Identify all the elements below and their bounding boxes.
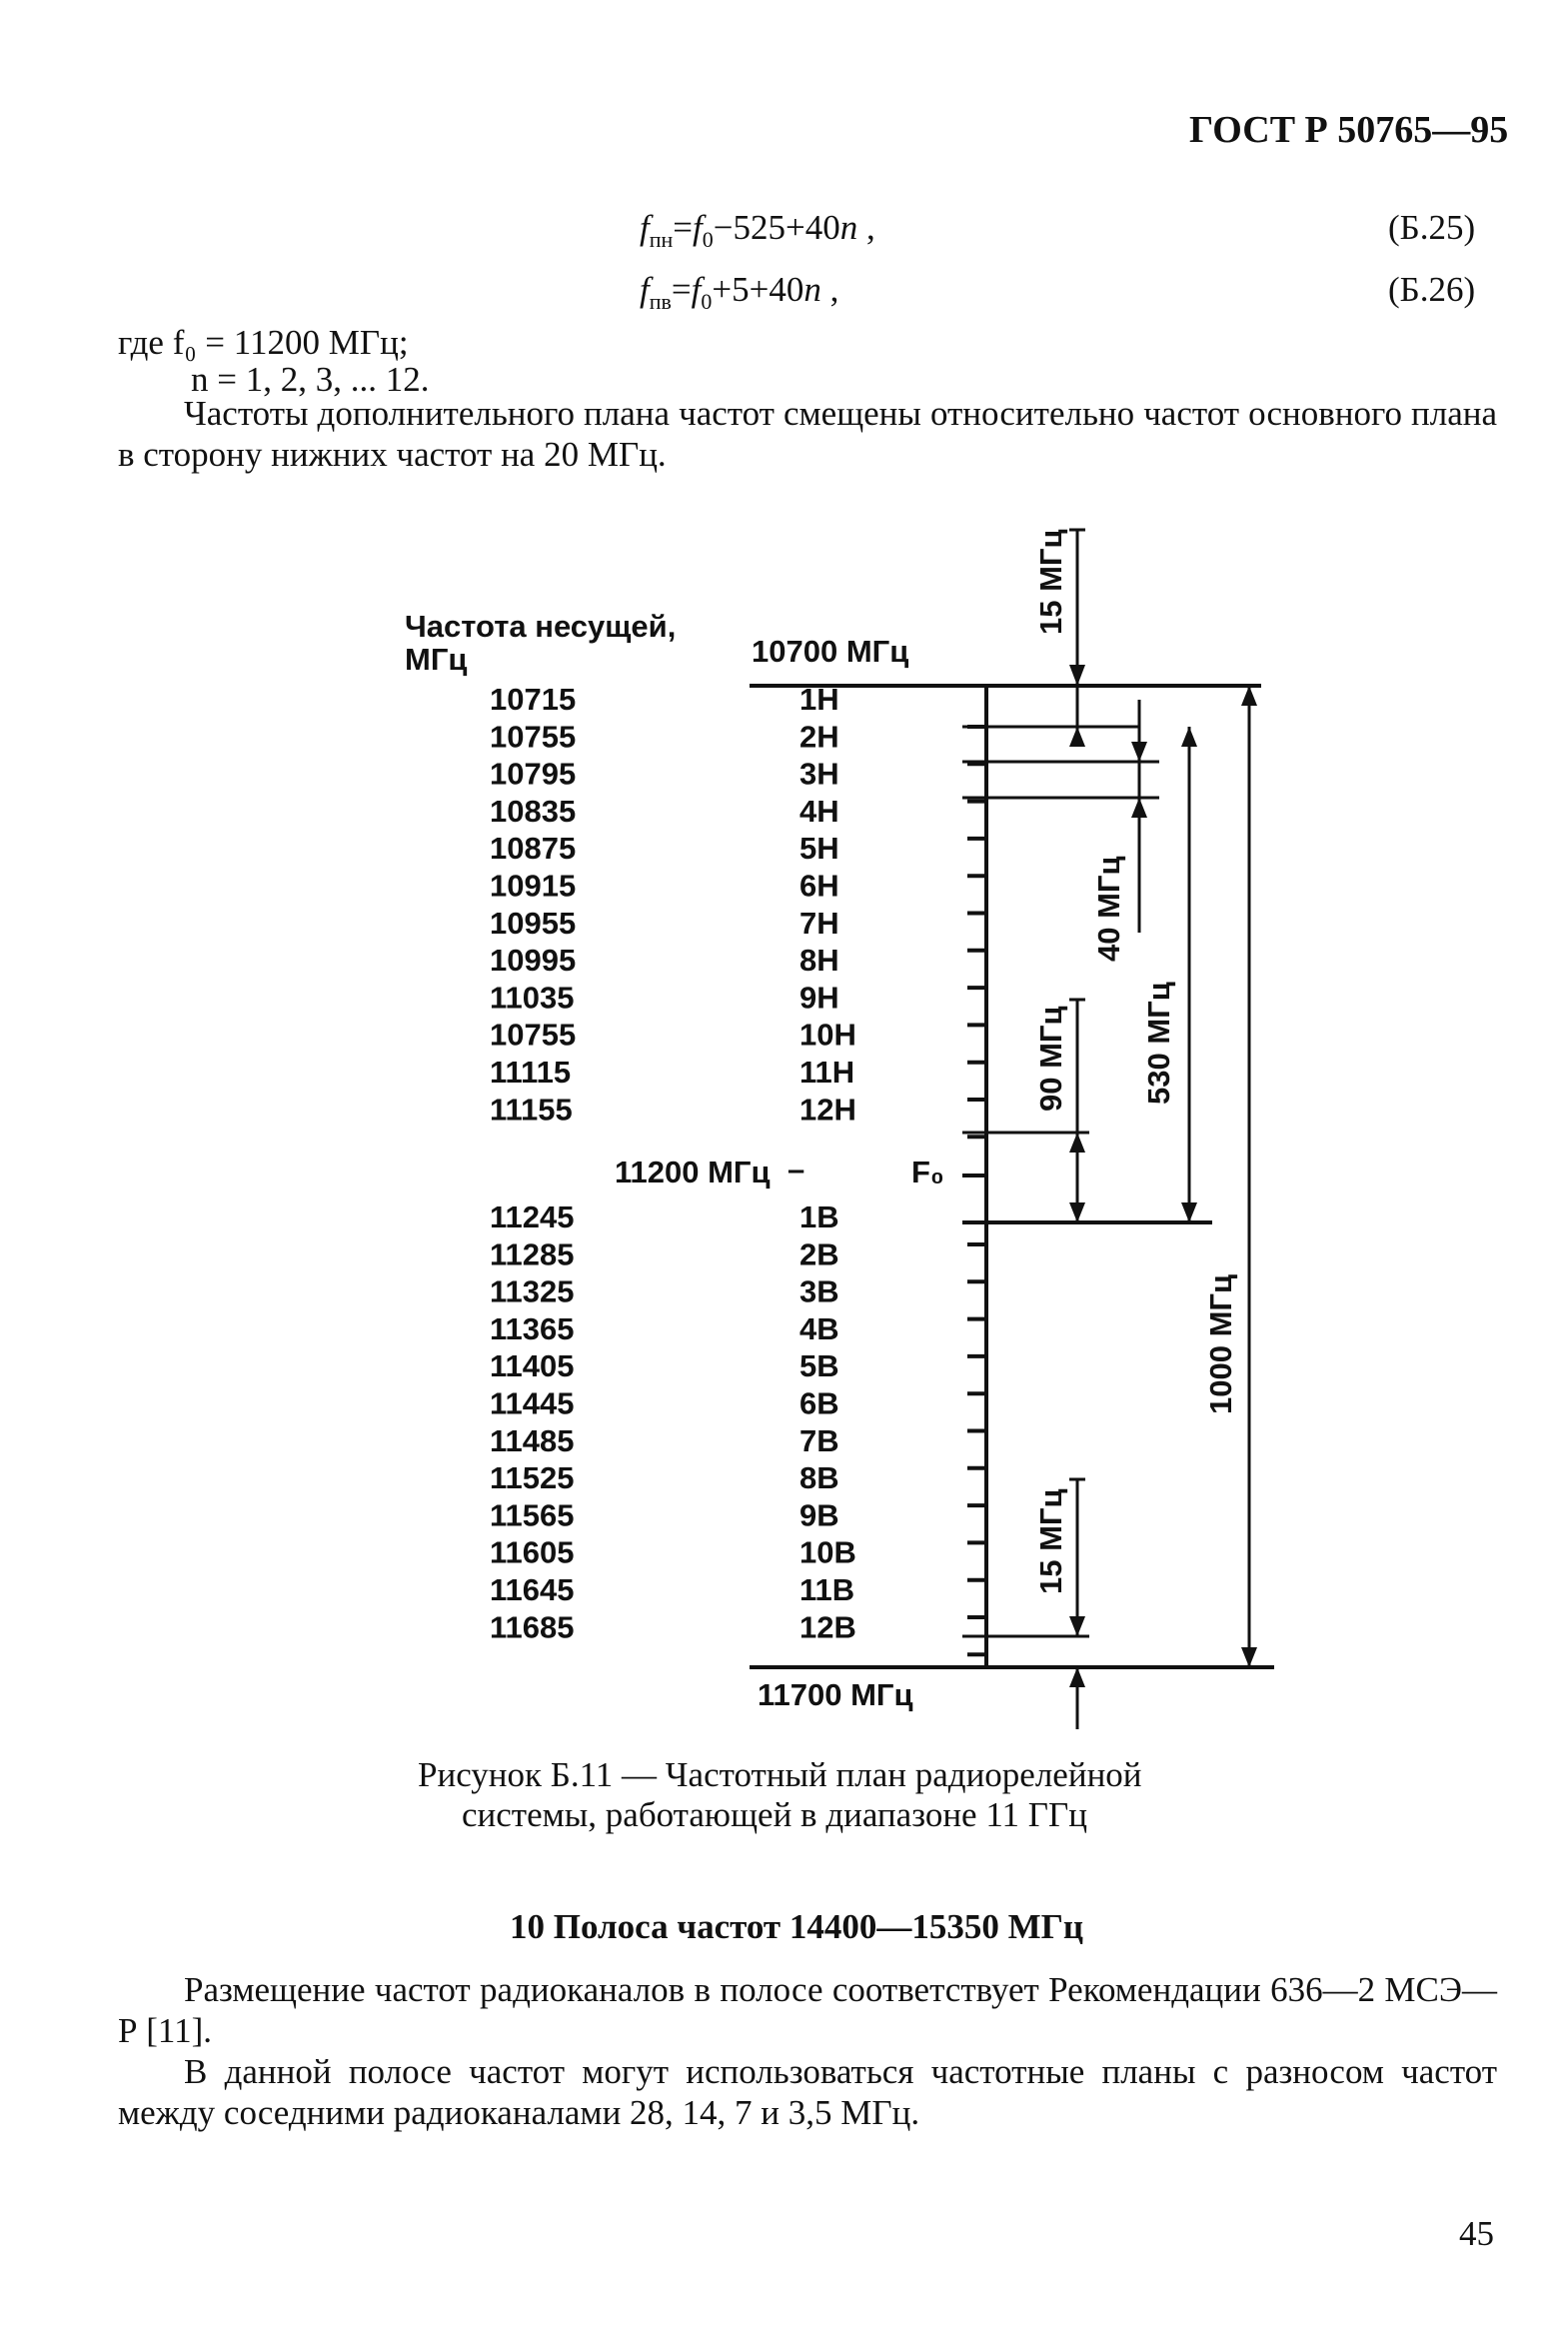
lower-frequency-4: 10835 (490, 793, 577, 829)
upper-channel-7: 7В (799, 1422, 839, 1458)
figure-caption-line-2: системы, работающей в диапазоне 11 ГГц (462, 1795, 1087, 1834)
upper-frequency-9: 11565 (490, 1497, 575, 1533)
dim-530-label: 530 МГц (1141, 982, 1176, 1105)
where-line-1: где f₀ = 11200 МГц; (118, 323, 409, 362)
lower-channel-1: 1Н (799, 682, 839, 717)
standard-header: ГОСТ Р 50765—95 (1189, 109, 1509, 151)
upper-frequency-3: 11325 (490, 1273, 575, 1309)
upper-frequency-7: 11485 (490, 1422, 575, 1458)
lower-channel-7: 7Н (799, 905, 839, 941)
lower-channel-10: 10Н (799, 1017, 856, 1053)
lower-frequency-2: 10755 (490, 719, 577, 755)
center-channel-label: F₀ (911, 1155, 944, 1189)
upper-channel-3: 3В (799, 1273, 839, 1309)
lower-channel-8: 8Н (799, 943, 839, 979)
where-line-2: n = 1, 2, 3, ... 12. (191, 360, 430, 399)
lower-frequency-11: 11115 (490, 1055, 572, 1090)
lower-channel-4: 4Н (799, 793, 839, 829)
upper-frequency-2: 11285 (490, 1236, 575, 1272)
paragraph-1: Частоты дополнительного плана частот смещены относительно частот основного плана в сторону нижних частот на 20 МГц. (118, 394, 1497, 474)
formula-b26: $f_{пв}=f_0+5+40n$ , (640, 270, 839, 314)
center-frequency-label: 11200 МГц (615, 1155, 771, 1189)
lower-frequency-12: 11155 (490, 1092, 573, 1128)
upper-channel-9: 9В (799, 1497, 839, 1533)
page-number: 45 (1459, 2214, 1494, 2253)
top-edge-label: 10700 МГц (752, 634, 909, 669)
lower-channel-6: 6Н (799, 868, 839, 904)
upper-channel-2: 2В (799, 1236, 839, 1272)
upper-channel-11: 11В (799, 1572, 855, 1607)
lower-frequency-5: 10875 (490, 831, 577, 867)
center-dash: – (787, 1152, 805, 1186)
lower-frequency-3: 10795 (490, 756, 577, 792)
upper-frequency-10: 11605 (490, 1534, 575, 1570)
lower-channel-2: 2Н (799, 719, 839, 755)
bottom-edge-label: 11700 МГц (758, 1677, 913, 1712)
upper-frequency-4: 11365 (490, 1310, 575, 1346)
dim-90-label: 90 МГц (1033, 1006, 1068, 1112)
upper-frequency-6: 11445 (490, 1385, 575, 1421)
formula-b26-label: (Б.26) (1388, 270, 1476, 309)
dim-40-label: 40 МГц (1091, 856, 1126, 962)
lower-channel-5: 5Н (799, 831, 839, 867)
upper-frequency-1: 11245 (490, 1199, 575, 1234)
formula-b25-label: (Б.25) (1388, 208, 1476, 247)
paragraph-3: В данной полосе частот могут использоваться частотные планы с разносом частот между соседними радиоканалами 28, 14, 7 и 3,5 МГц. (118, 2052, 1497, 2132)
figure-caption-line-1: Рисунок Б.11 — Частотный план радиорелейной (418, 1755, 1142, 1794)
column-header-line-1: Частота несущей, (405, 609, 677, 644)
dim-15-bottom-label: 15 МГц (1033, 1488, 1068, 1594)
upper-channel-10: 10В (799, 1534, 856, 1570)
lower-frequency-7: 10955 (490, 905, 577, 941)
upper-channel-5: 5В (799, 1348, 839, 1384)
upper-channel-6: 6В (799, 1385, 839, 1421)
paragraph-2: Размещение частот радиоканалов в полосе соответствует Рекомендации 636—2 МСЭ—Р [11]. (118, 1970, 1497, 2050)
lower-channel-9: 9Н (799, 980, 839, 1016)
upper-channel-1: 1В (799, 1199, 839, 1234)
column-header-line-2: МГц (405, 642, 468, 677)
upper-frequency-8: 11525 (490, 1460, 575, 1496)
section-title: 10 Полоса частот 14400—15350 МГц (510, 1907, 1084, 1946)
lower-channel-11: 11Н (799, 1055, 855, 1090)
formula-b25: $f_{пн}=f_0-525+40n$ , (640, 208, 875, 252)
lower-frequency-10: 10755 (490, 1017, 577, 1053)
upper-frequency-12: 11685 (490, 1609, 575, 1645)
lower-channel-3: 3Н (799, 756, 839, 792)
lower-frequency-6: 10915 (490, 868, 577, 904)
lower-frequency-8: 10995 (490, 943, 577, 979)
upper-channel-8: 8В (799, 1460, 839, 1496)
upper-frequency-5: 11405 (490, 1348, 575, 1384)
lower-channel-12: 12Н (799, 1092, 856, 1128)
upper-channel-4: 4В (799, 1310, 839, 1346)
dim-15-top-label: 15 МГц (1033, 529, 1068, 635)
upper-channel-12: 12В (799, 1609, 856, 1645)
upper-frequency-11: 11645 (490, 1572, 575, 1607)
lower-frequency-1: 10715 (490, 682, 577, 717)
lower-frequency-9: 11035 (490, 980, 575, 1016)
dim-1000-label: 1000 МГц (1203, 1273, 1238, 1414)
